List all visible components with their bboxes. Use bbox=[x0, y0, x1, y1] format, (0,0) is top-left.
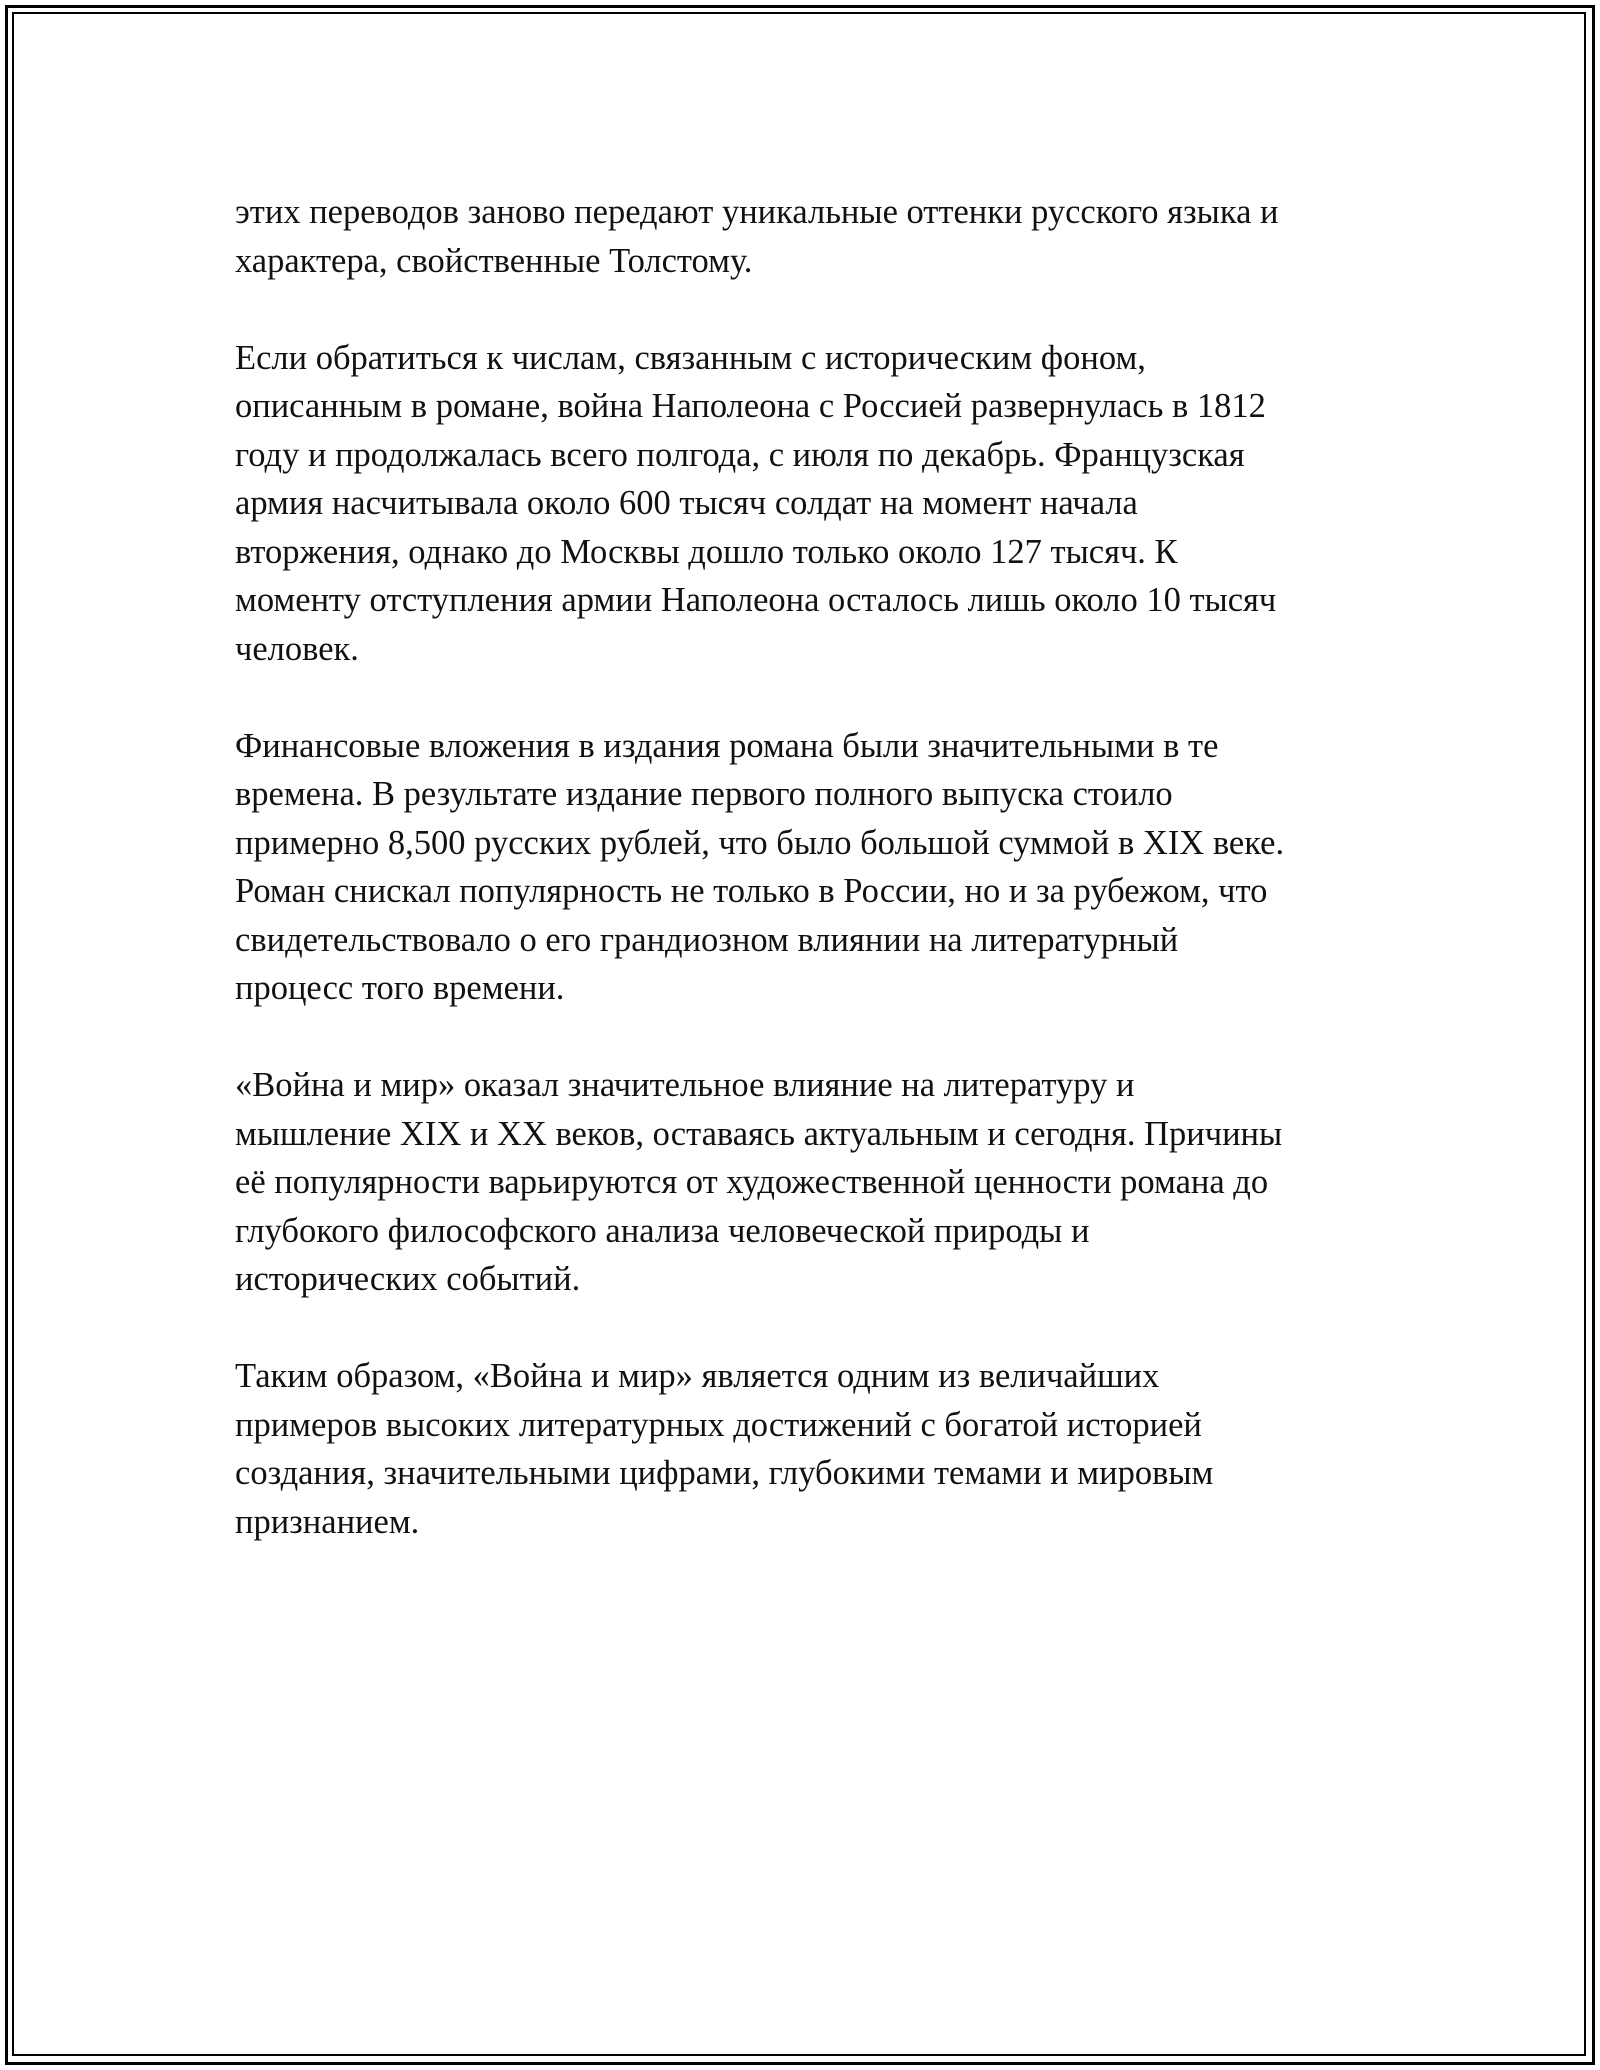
paragraph-historical-numbers bbox=[235, 334, 1365, 674]
paragraph-influence bbox=[235, 1061, 1365, 1304]
text-line: моменту отступления армии Наполеона осталось лишь около 10 тысяч bbox=[235, 581, 1277, 619]
text-line: исторических событий. bbox=[235, 1260, 581, 1298]
text-line: Роман снискал популярность не только в России, но и за рубежом, что bbox=[235, 872, 1268, 910]
text-line: процесс того времени. bbox=[235, 969, 565, 1007]
text-line: мышление XIX и XX веков, оставаясь актуальным и сегодня. Причины bbox=[235, 1114, 1283, 1153]
text-line: Если обратиться к числам, связанным с историческим фоном, bbox=[235, 338, 1146, 377]
text-line: этих переводов заново передают уникальные оттенки русского языка и bbox=[235, 193, 1279, 231]
paragraph-financial bbox=[235, 722, 1365, 1013]
text-line: «Война и мир» оказал значительное влияние на литературу и bbox=[235, 1066, 1135, 1104]
document-body bbox=[235, 188, 1365, 1595]
text-line: описанным в романе, война Наполеона с Россией развернулась в 1812 bbox=[235, 387, 1266, 425]
text-line: создания, значительными цифрами, глубокими темами и мировым bbox=[235, 1454, 1214, 1492]
paragraph-conclusion bbox=[235, 1352, 1365, 1546]
text-line: времена. В результате издание первого полного выпуска стоило bbox=[235, 775, 1173, 813]
text-line: характера, свойственные Толстому. bbox=[235, 241, 753, 280]
text-line: Таким образом, «Война и мир» является одним из величайших bbox=[235, 1357, 1160, 1395]
text-line: свидетельствовало о его грандиозном влиянии на литературный bbox=[235, 920, 1179, 959]
text-line: армия насчитывала около 600 тысяч солдат на момент начала bbox=[235, 484, 1138, 522]
text-line: Финансовые вложения в издания романа были значительными в те bbox=[235, 726, 1219, 765]
paragraph-translations bbox=[235, 188, 1365, 285]
text-line: её популярности варьируются от художественной ценности романа до bbox=[235, 1163, 1269, 1201]
text-line: человек. bbox=[235, 629, 359, 668]
text-line: примеров высоких литературных достижений с богатой историей bbox=[235, 1405, 1202, 1444]
text-line: глубокого философского анализа человеческой природы и bbox=[235, 1211, 1090, 1250]
text-line: вторжения, однако до Москвы дошло только около 127 тысяч. К bbox=[235, 532, 1178, 571]
text-line: году и продолжалась всего полгода, с июля по декабрь. Французская bbox=[235, 435, 1245, 474]
text-line: примерно 8,500 русских рублей, что было большой суммой в XIX веке. bbox=[235, 823, 1285, 862]
text-line: признанием. bbox=[235, 1502, 420, 1541]
